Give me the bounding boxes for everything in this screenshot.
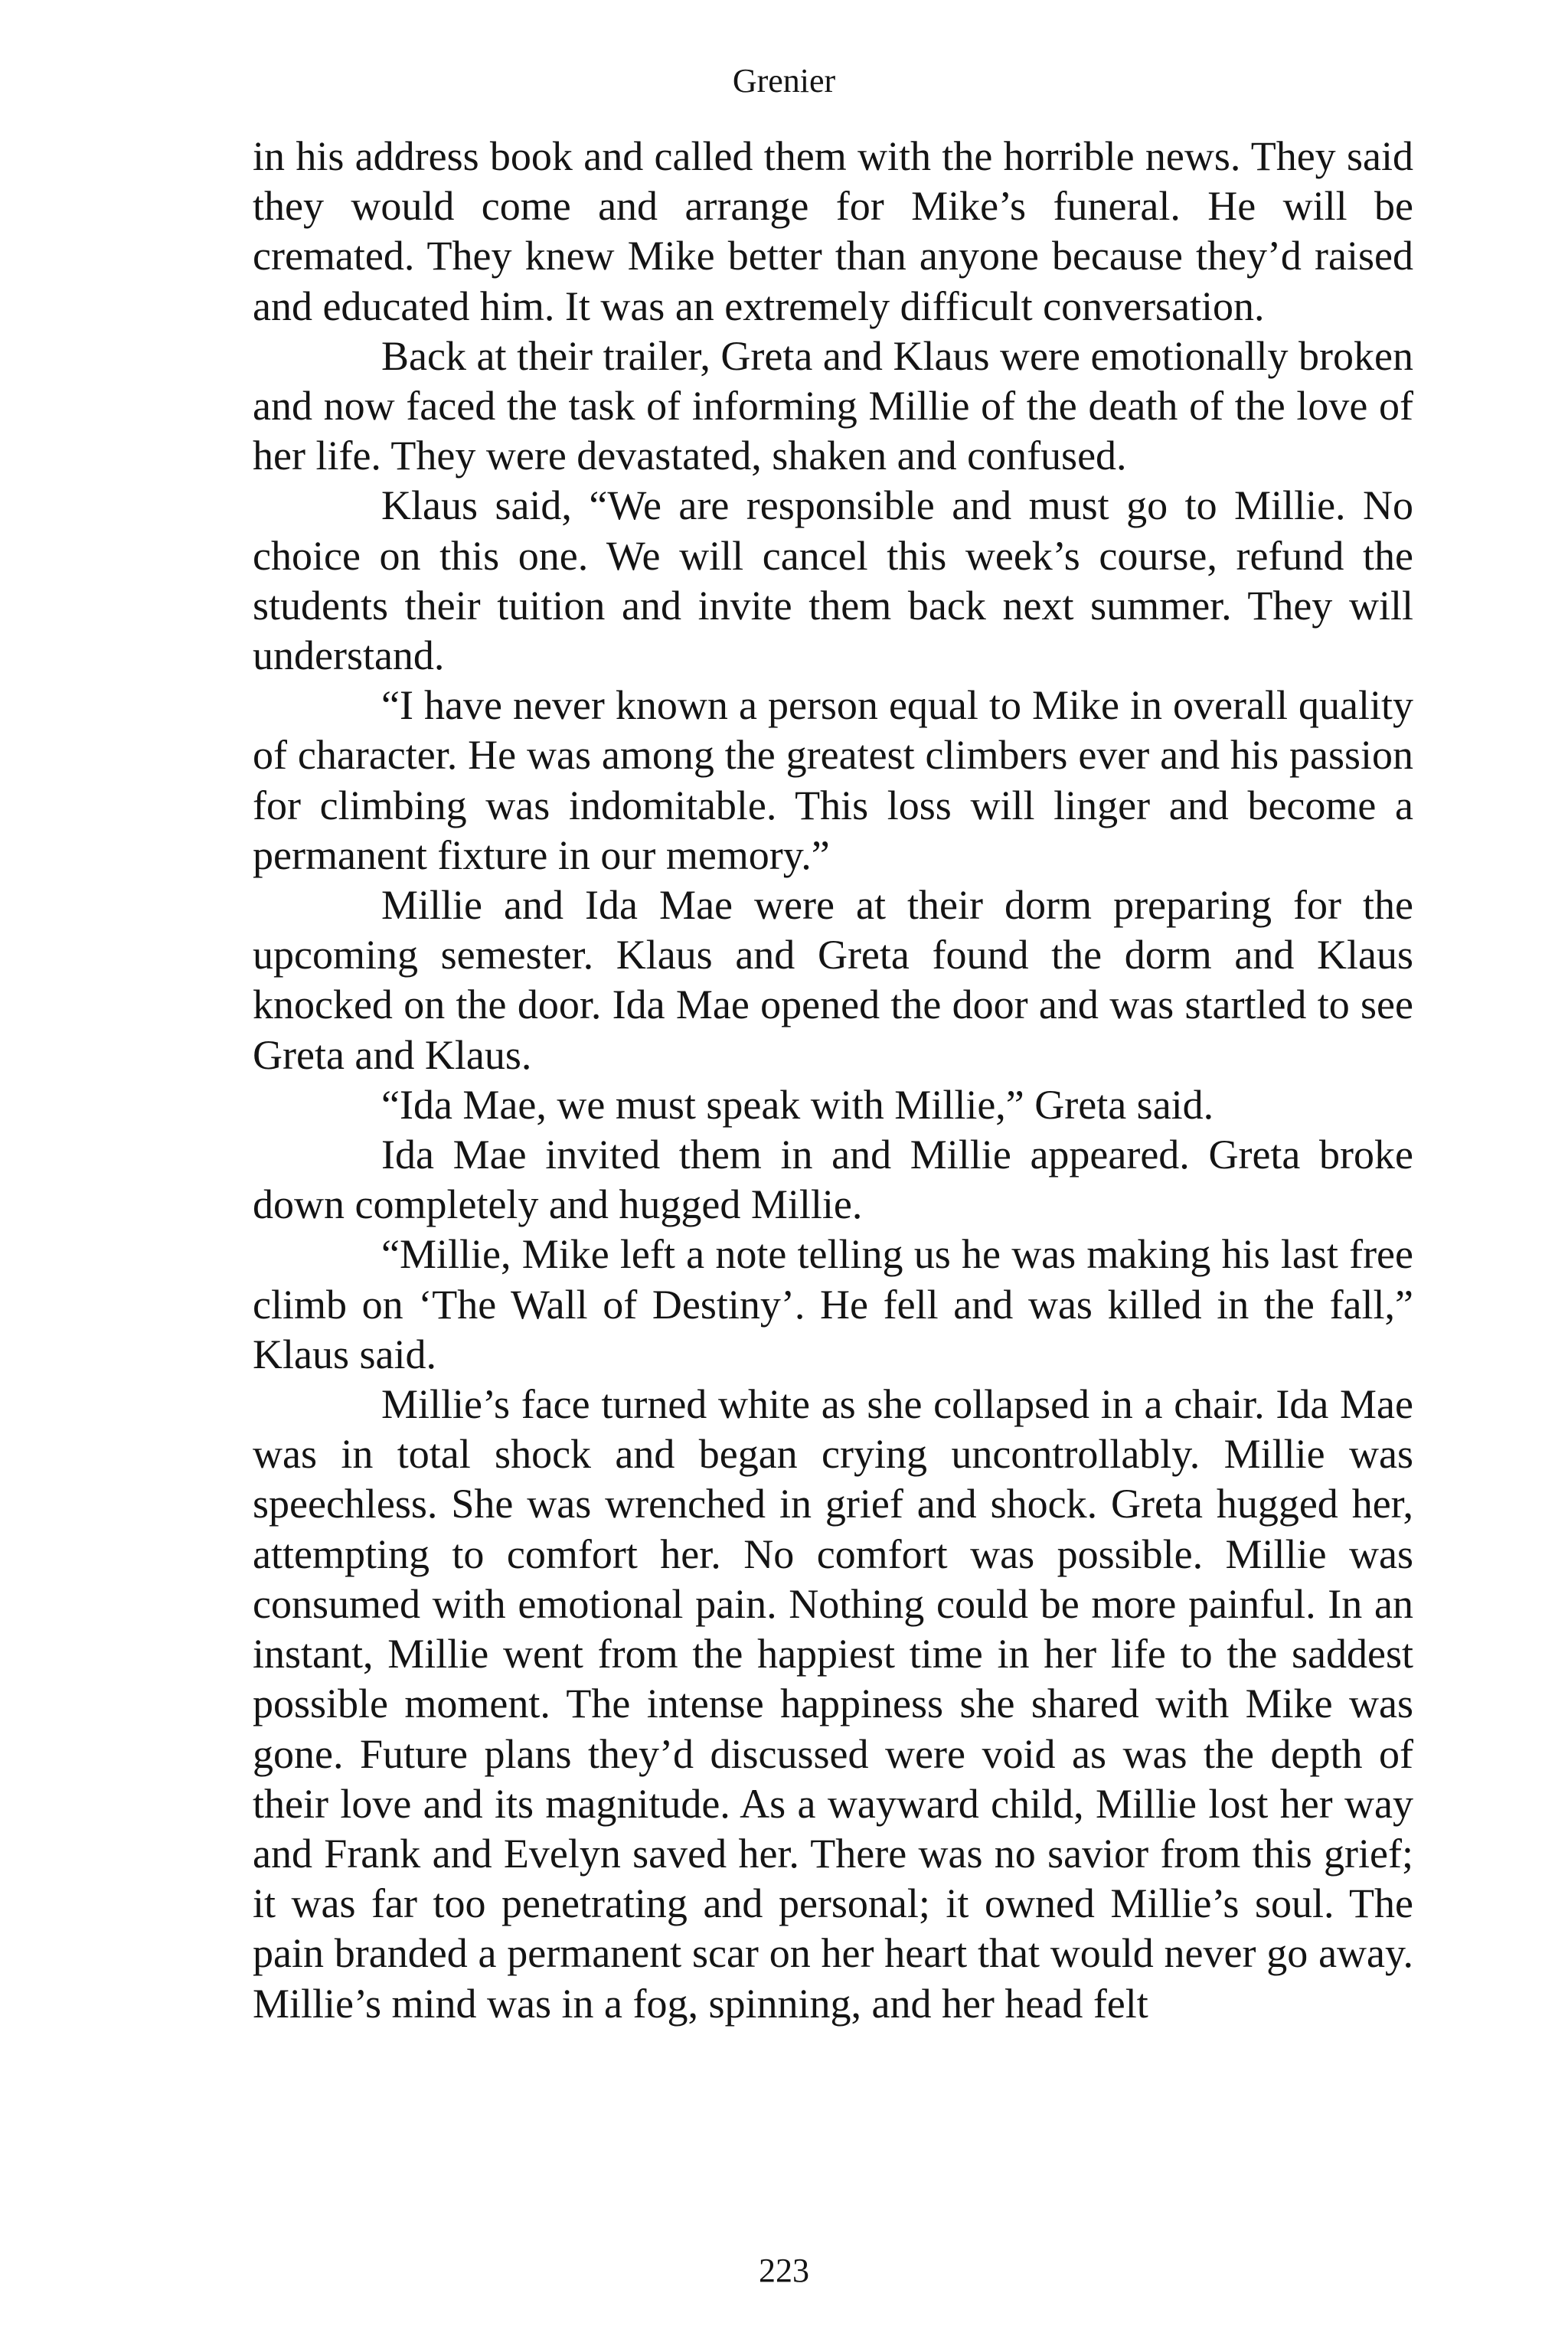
paragraph: “Millie, Mike left a note telling us he was making his last free climb on ‘The Wall of Destiny’. He fell and was killed in the fall,” Klaus said. — [253, 1231, 1413, 1377]
paragraph: Ida Mae invited them in and Millie appeared. Greta broke down completely and hugged Millie. — [253, 1132, 1413, 1228]
paragraph: Millie and Ida Mae were at their dorm preparing for the upcoming semester. Klaus and Greta found the dorm and Klaus knocked on the door. Ida Mae opened the door and was startled to see Greta and Klaus. — [253, 882, 1413, 1078]
paragraph-continuation: in his address book and called them with the horrible news. They said they would come and arrange for Mike’s funeral. He will be cremated. They knew Mike better than anyone because they’d raised and educated him. It was an extremely difficult conversation. — [253, 133, 1413, 329]
paragraph: Klaus said, “We are responsible and must go to Millie. No choice on this one. We will cancel this week’s course, refund the students their tuition and invite them back next summer. They will understand. — [253, 482, 1413, 679]
page-number: 223 — [759, 2252, 809, 2289]
body-text — [253, 132, 1413, 2029]
paragraph: Back at their trailer, Greta and Klaus were emotionally broken and now faced the task of informing Millie of the death of the love of her life. They were devastated, shaken and confused. — [253, 332, 1413, 479]
paragraph: “Ida Mae, we must speak with Millie,” Greta said. — [381, 1081, 1214, 1128]
running-header: Grenier — [732, 62, 836, 100]
paragraph: Millie’s face turned white as she collapsed in a chair. Ida Mae was in total shock and began crying uncontrollably. Millie was speechless. She was wrenched in grief and shock. Greta hugged her, attempting to comfort her. No comfort was possible. Millie was consumed with emotional pain. Nothing could be more painful. In an instant, Millie went from the happiest time in her life to the saddest possible moment. The intense happiness she shared with Mike was gone. Future plans they’d discussed were void as was the depth of their love and its magnitude. As a wayward child, Millie lost her way and Frank and Evelyn saved her. There was no savior from this grief; it was far too penetrating and personal; it owned Millie’s soul. The pain branded a permanent scar on her heart that would never go away. Millie’s mind was in a fog, spinning, and her head felt — [253, 1381, 1413, 2027]
paragraph: “I have never known a person equal to Mike in overall quality of character. He was among the greatest climbers ever and his passion for climbing was indomitable. This loss will linger and become a permanent fixture in our memory.” — [253, 682, 1413, 878]
